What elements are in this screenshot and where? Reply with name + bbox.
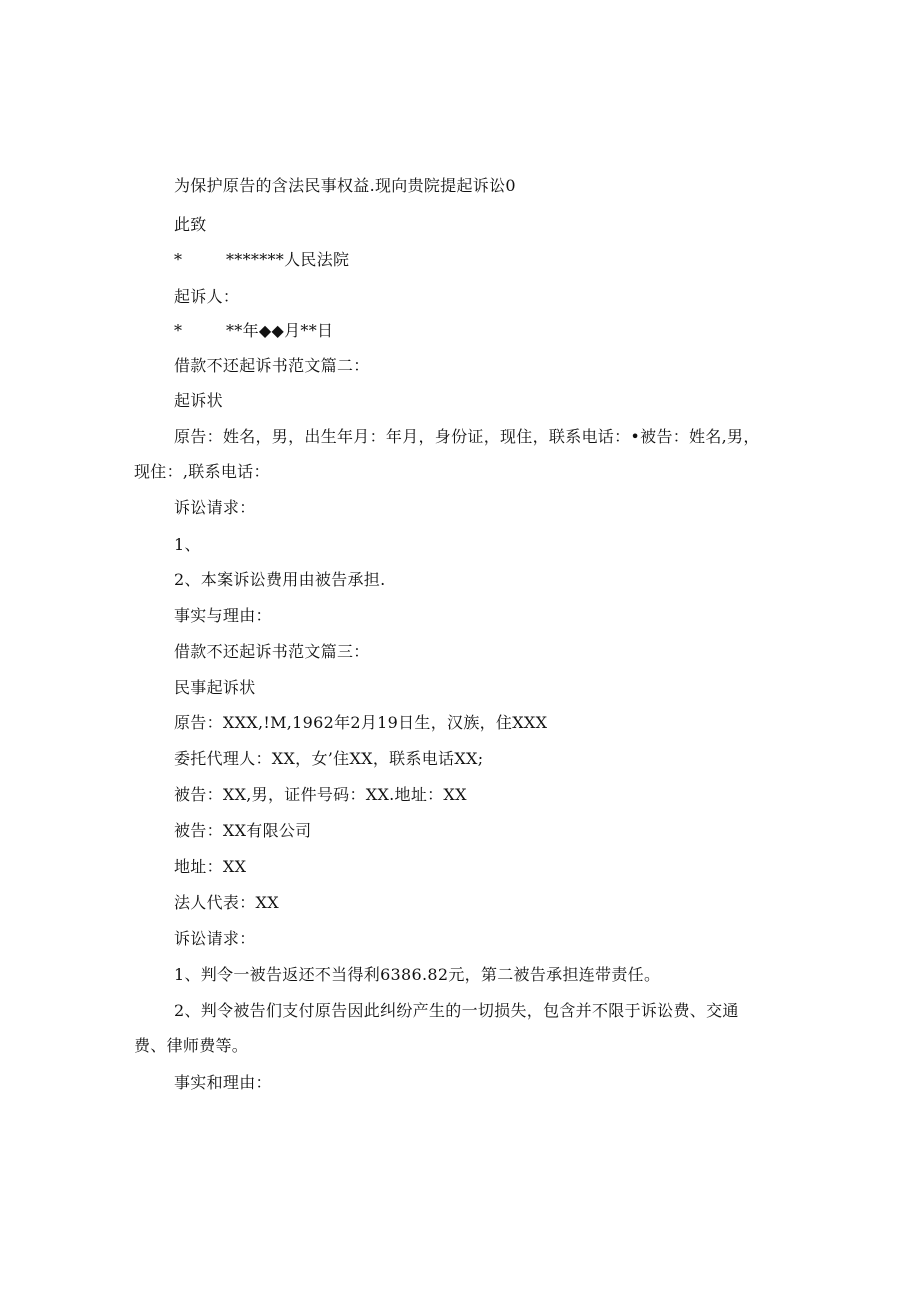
text-line: 被告：XX有限公司 [174, 821, 312, 840]
text-line: 费、律师费等。 [134, 1036, 249, 1055]
text-line: 为保护原告的含法民事权益.现向贵院提起诉讼0 [174, 176, 516, 195]
text-line: 诉讼请求： [174, 498, 256, 517]
text-line: 委托代理人：XX，女’住XX，联系电话XX; [174, 749, 484, 768]
text-line: 2、判令被告们支付原告因此纠纷产生的一切损失，包含并不限于诉讼费、交通 [174, 1001, 739, 1020]
text-line: 借款不还起诉书范文篇三： [174, 642, 370, 661]
text-line: 事实和理由： [174, 1073, 272, 1092]
text-line: 起诉人： [174, 287, 240, 306]
text-line: 1、 [174, 535, 201, 554]
text-line: 事实与理由： [174, 606, 272, 625]
text-line: 原告：姓名，男，出生年月：年月，身份证，现住，联系电话：•被告：姓名,男， [174, 427, 760, 446]
text-line: 1、判令一被告返还不当得利6386.82元，第二被告承担连带责任。 [174, 965, 661, 984]
text-line: 民事起诉状 [174, 678, 256, 697]
text-line: 被告：XX,男，证件号码：XX.地址：XX [174, 785, 467, 804]
text-line: 地址：XX [174, 857, 247, 876]
text-line: 现住：,联系电话： [134, 462, 270, 481]
text-line: 诉讼请求： [174, 929, 256, 948]
text-line-content: **年◆◆月**日 [226, 321, 334, 340]
text-line: 法人代表：XX [174, 893, 279, 912]
text-line: 起诉状 [174, 391, 223, 410]
asterisk-mark: * [174, 250, 183, 269]
asterisk-mark: * [174, 321, 183, 340]
text-line: 此致 [174, 215, 207, 234]
text-line [174, 250, 349, 270]
text-line [174, 321, 333, 341]
text-line-content: *******人民法院 [226, 250, 350, 269]
text-line: 2、本案诉讼费用由被告承担. [174, 570, 386, 589]
text-line: 原告：XXX,!M,1962年2月19日生，汉族，住XXX [174, 713, 548, 732]
text-line: 借款不还起诉书范文篇二： [174, 356, 370, 375]
